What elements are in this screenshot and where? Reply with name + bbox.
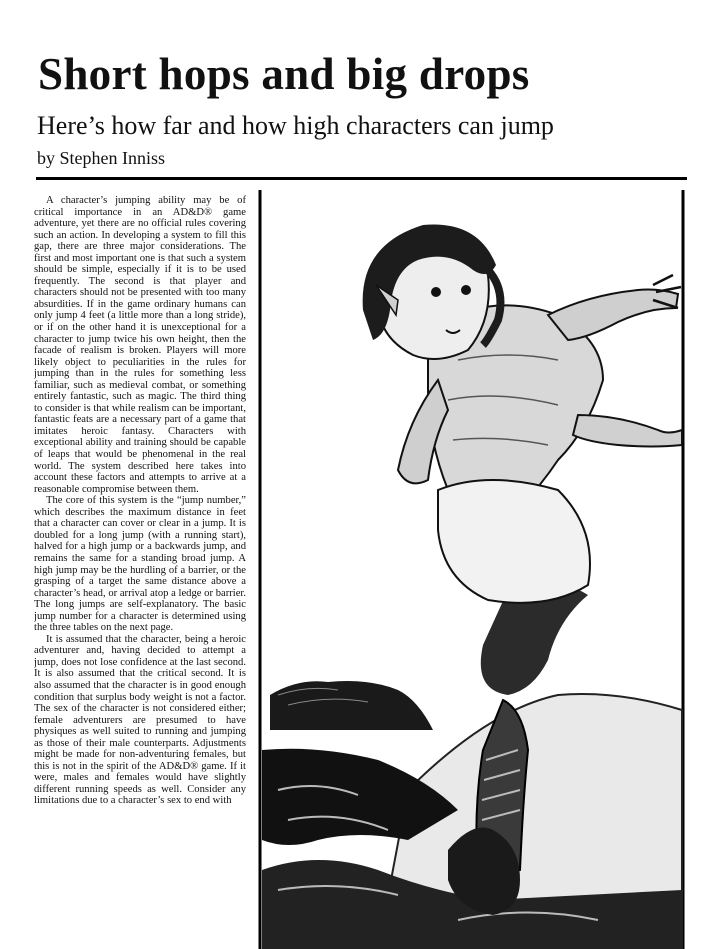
article-title: Short hops and big drops (38, 49, 530, 99)
jumping-character-illustration (258, 190, 690, 949)
distant-mountain (270, 681, 433, 730)
body-paragraph-3: It is assumed that the character, being a heroic adventurer and, having decided to attempt a jump, does not lose confidence at the last second. It is also assumed that the critical second. It is also assumed that the character is in good enough condition that surplus body weight is not a factor. The sex of the character is not considered either; female adventurers are presumed to have physiques as well suited to running and jumping as those of their male counterparts. Adjustments might be made for non-adventuring females, but this is not in the spirit of the AD&D® game. If it were, males and females would have slightly different running speeds as well. Consider any limitations due to a character’s sex to end with (34, 633, 246, 807)
character-eye-right (461, 285, 471, 295)
body-paragraph-2: The core of this system is the “jump number,” which describes the maximum distance in feet that a character can cover or clear in a jump. It is doubled for a long jump (with a running start), halved for a high jump or a backwards jump, and remains the same for a standing broad jump. A high jump may be the hurdling of a barrier, or the grasping of a target the same distance above a character’s head, or arrival atop a ledge or barrier. The long jumps are self-explanatory. The basic jump number for a character is determined using the three tables on the next page. (34, 495, 246, 634)
body-paragraph-1: A character’s jumping ability may be of critical importance in an AD&D® game adventure, yet there are no official rules covering such an action. In developing a system to fill this gap, there are three major considerations. The first and most important one is that such a system should be simple, especially if it is to be used frequently. The second is that player and characters should not be presented with too many absurdities. If in the game ordinary humans can only jump 4 feet (a little more than a long stride), or if on the other hand it is unexceptional for a character to jump twice his own height, then the facade of realism is broken. Players will more likely object to peculiarities in the rules for jumping than in the rules for something less familiar, such as medieval combat, or something entirely fantastic, such as magic. The third thing to consider is that while realism can be important, fantastic feats are a necessary part of a game that imitates heroic fantasy. Characters with exceptional ability and training should be capable of leaps that would be phenomenal in the real world. The system described here takes into account these factors and attempts to arrive at a reasonable compromise between them. (34, 195, 246, 495)
article-byline: by Stephen Inniss (37, 148, 165, 168)
article-subtitle: Here’s how far and how high characters can jump (37, 111, 554, 140)
character-arm-lower (573, 415, 682, 447)
illustration-art (258, 190, 690, 949)
article-body (34, 195, 246, 945)
title-rule (36, 177, 687, 180)
character-tunic (438, 480, 590, 603)
character-arm (548, 290, 678, 341)
character-eye-left (431, 287, 441, 297)
